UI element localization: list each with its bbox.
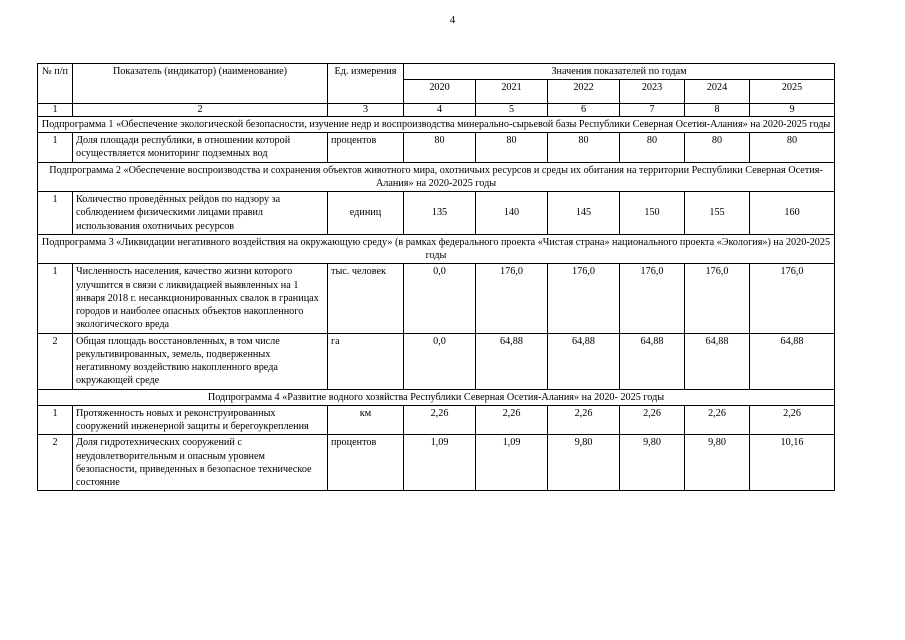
column-number: 5 [476,104,548,117]
table-row [38,133,835,163]
value-cell: 145 [548,192,620,235]
header-year: 2024 [685,80,750,104]
value-cell: 2,26 [404,405,476,435]
header-year: 2023 [620,80,685,104]
value-cell: 176,0 [620,264,685,333]
value-cell: 2,26 [620,405,685,435]
value-cell: 155 [685,192,750,235]
header-year: 2020 [404,80,476,104]
value-cell: 10,16 [750,435,835,491]
value-cell: 80 [685,133,750,163]
value-cell: 2,26 [685,405,750,435]
column-number: 8 [685,104,750,117]
unit: га [328,333,404,389]
header-year: 2021 [476,80,548,104]
header-num: № п/п [38,64,73,104]
header-unit: Ед. измерения [328,64,404,104]
row-number: 1 [38,264,73,333]
header-year: 2025 [750,80,835,104]
subprogram-title: Подпрограмма 4 «Развитие водного хозяйства Республики Северная Осетия-Алания» на 2020- 2025 годы [38,389,835,405]
table-row [38,264,835,333]
value-cell: 64,88 [476,333,548,389]
table-row [38,192,835,235]
value-cell: 80 [750,133,835,163]
row-number: 2 [38,333,73,389]
value-cell: 176,0 [750,264,835,333]
value-cell: 64,88 [620,333,685,389]
value-cell: 2,26 [548,405,620,435]
value-cell: 80 [548,133,620,163]
value-cell: 64,88 [685,333,750,389]
value-cell: 176,0 [548,264,620,333]
column-number: 4 [404,104,476,117]
value-cell: 135 [404,192,476,235]
unit: процентов [328,435,404,491]
unit: процентов [328,133,404,163]
subprogram-title: Подпрограмма 1 «Обеспечение экологической безопасности, изучение недр и воспроизводства минерально-сырьевой базы Республики Северная Осетия-Алания» на 2020-2025 годы [38,116,835,132]
value-cell: 9,80 [685,435,750,491]
table-row [38,435,835,491]
table-row [38,333,835,389]
value-cell: 0,0 [404,333,476,389]
unit: единиц [328,192,404,235]
table-row [38,405,835,435]
row-number: 1 [38,405,73,435]
value-cell: 176,0 [685,264,750,333]
header-year: 2022 [548,80,620,104]
value-cell: 176,0 [476,264,548,333]
value-cell: 2,26 [750,405,835,435]
indicator-name: Количество проведённых рейдов по надзору за соблюдением физическими лицами правил использования охотничьих ресурсов [73,192,328,235]
header-indicator: Показатель (индикатор) (наименование) [73,64,328,104]
value-cell: 64,88 [548,333,620,389]
value-cell: 80 [404,133,476,163]
row-number: 1 [38,133,73,163]
value-cell: 160 [750,192,835,235]
column-number: 7 [620,104,685,117]
indicator-name: Общая площадь восстановленных, в том числе рекультивированных, земель, подверженных негативному воздействию накопленного вреда окружающей среде [73,333,328,389]
unit: тыс. человек [328,264,404,333]
subprogram-title: Подпрограмма 2 «Обеспечение воспроизводства и сохранения объектов животного мира, охотничьих ресурсов и среды их обитания на территории Республики Северная Осетия-Алания» на 2020-2025 годы [38,162,835,192]
value-cell: 80 [476,133,548,163]
value-cell: 9,80 [548,435,620,491]
column-number: 9 [750,104,835,117]
row-number: 2 [38,435,73,491]
column-number: 2 [73,104,328,117]
indicator-name: Протяженность новых и реконструированных сооружений инженерной защиты и берегоукрепления [73,405,328,435]
indicators-table [37,63,835,491]
column-number: 6 [548,104,620,117]
unit: км [328,405,404,435]
indicator-name: Численность населения, качество жизни которого улучшится в связи с ликвидацией выявленных на 1 января 2018 г. несанкционированных свалок в границах городов и наиболее опасных объектов накопленного экологического вреда [73,264,328,333]
value-cell: 150 [620,192,685,235]
header-values: Значения показателей по годам [404,64,835,80]
row-number: 1 [38,192,73,235]
value-cell: 80 [620,133,685,163]
value-cell: 2,26 [476,405,548,435]
value-cell: 140 [476,192,548,235]
column-number: 3 [328,104,404,117]
indicator-name: Доля площади республики, в отношении которой осуществляется мониторинг подземных вод [73,133,328,163]
value-cell: 0,0 [404,264,476,333]
indicator-name: Доля гидротехнических сооружений с неудовлетворительным и опасным уровнем безопасности, приведенных в безопасное техническое состояние [73,435,328,491]
column-number: 1 [38,104,73,117]
value-cell: 1,09 [476,435,548,491]
value-cell: 64,88 [750,333,835,389]
subprogram-title: Подпрограмма 3 «Ликвидации негативного воздействия на окружающую среду» (в рамках федерального проекта «Чистая страна» национального проекта «Экология») на 2020-2025 годы [38,234,835,264]
page-number: 4 [449,14,456,26]
value-cell: 1,09 [404,435,476,491]
value-cell: 9,80 [620,435,685,491]
